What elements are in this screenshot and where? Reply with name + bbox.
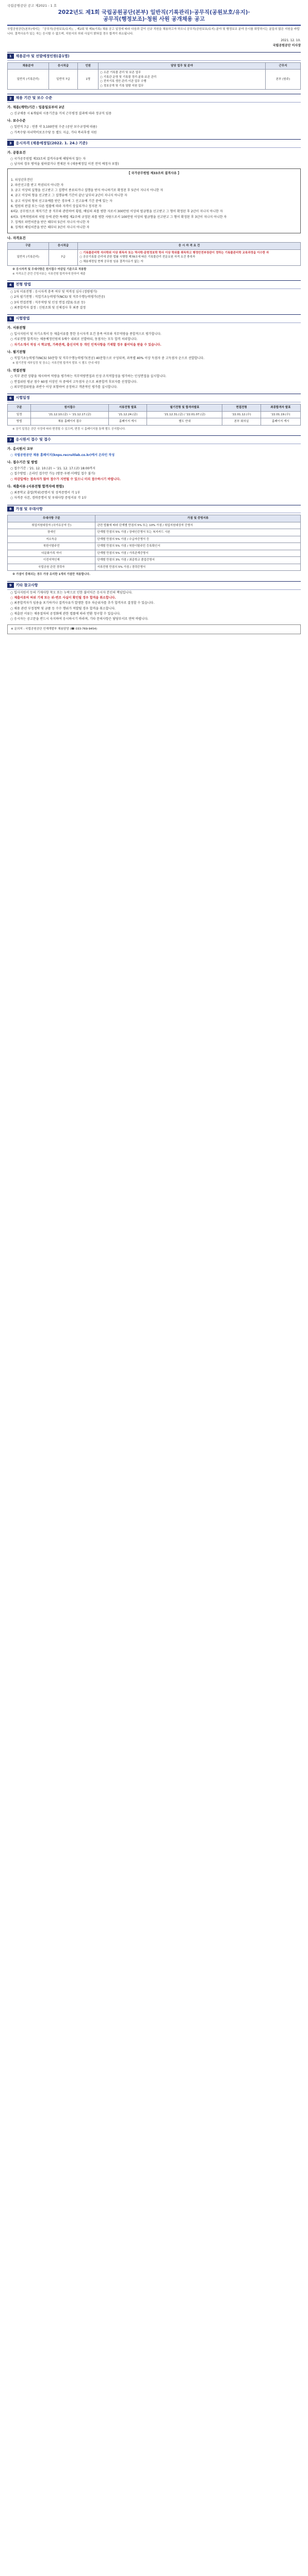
duty-item: ○ 소관 기록물 관리 및 보존 업무	[100, 71, 141, 75]
section-period-pay	[7, 94, 301, 135]
box-line: 3. 금고 이상의 실형을 선고받고 그 집행이 종료되거나 집행을 받지 아니하기로 확정된 후 5년이 지나지 아니한 자	[11, 189, 164, 193]
col-header: 원서접수	[31, 404, 109, 412]
paragraph: ○ 접수기간 : '21. 12. 10.(금) ~ '21. 12. 17.(금) 18:00까지	[10, 467, 95, 471]
paragraph: ○ 가족수당·자녀학비보조수당 등 별도 지급, 기타 복리후생 지원	[10, 130, 97, 134]
subheading: 다. 면접전형	[7, 368, 26, 372]
paragraph: ○ 제출된 서류는 채용절차의 공정화에 관한 법률에 따라 반환 청구할 수 있습니다.	[10, 612, 121, 616]
paragraph: ○ 일반직 7급 : 연봉 약 3,100만원 수준 (공단 보수규정에 따름)	[10, 125, 97, 129]
notice-date: 2021. 12. 10.	[281, 39, 301, 42]
section-number: 3	[7, 141, 14, 146]
section-number: 8	[7, 506, 14, 512]
paragraph: ○ 면접위원 평균 점수 60점 이상인 자 중에서 고득점자 순으로 최종합격 후보자를 선정합니다.	[10, 380, 138, 384]
col-header: 구분	[8, 243, 49, 250]
col-header: 우대사항 구분	[8, 515, 95, 522]
section-selection-method	[7, 280, 301, 310]
section-number: 2	[7, 96, 14, 101]
contact-box	[7, 624, 301, 634]
table-row	[8, 411, 301, 418]
paragraph: ○ 국립공원공단 채용 홈페이지(knps.recruitlab.co.kr)에서 온라인 작성	[10, 453, 115, 457]
section-number: 4	[7, 282, 14, 287]
table-cell: '21.12.24.(금)	[109, 411, 147, 418]
table-cell: 단계별 만점의 5% 가점 / 수급자증명서 등	[95, 536, 301, 543]
table-row	[8, 418, 301, 426]
paragraph: ○ 채용 관련 부정청탁 및 금품 등 수수 행위가 적발될 경우 합격을 취소합니다.	[10, 606, 116, 611]
duty-item: ○ 전자기록 생산·관리·이관 업무 수행	[100, 80, 147, 83]
col-header: 면접전형	[222, 404, 261, 412]
table-row	[8, 550, 301, 557]
table-cell: 별도 안내	[147, 418, 222, 426]
paragraph: ○ 최종합격자 결정 : 신원조회 및 신체검사 후 최종 결정	[10, 306, 86, 310]
col-header: 응시직급	[48, 243, 78, 250]
subheading: 나. 자격요건	[7, 235, 26, 240]
box-line: 6. 법원의 판결 또는 다른 법률에 따라 자격이 상실되거나 정지된 자	[11, 205, 102, 209]
contact-info: ※ 문의처 : 국립공원공단 인재개발부 채용담당 (☎ 033-769-9454)	[11, 628, 98, 631]
table-row	[8, 557, 301, 564]
section-title: 가점 및 우대사항	[15, 506, 43, 511]
cell-count: 1명	[78, 70, 99, 90]
col-header: 응시직급	[48, 62, 78, 70]
cell-place: 본부 (원주)	[265, 70, 300, 90]
table-row	[8, 522, 301, 529]
table-row	[8, 529, 301, 536]
paragraph: ○ 3차 면접전형 : 직무역량 및 인성 면접 (발표·토론 등)	[10, 300, 85, 304]
table-row	[8, 543, 301, 550]
table-cell: '22.01.19.(수)	[261, 411, 300, 418]
paragraph: ○ 접수방법 : 온라인 접수만 가능 (방문·우편·이메일 접수 불가)	[10, 472, 95, 476]
note: ※ 상기 일정은 공단 사정에 따라 변경될 수 있으며, 변경 시 홈페이지를 통해 별도 공지합니다.	[12, 427, 126, 431]
disqualification-box	[7, 168, 301, 233]
table-cell: 단계별 만점의 5% 가점 / 장애인증명서 또는 복지카드 사본	[95, 529, 301, 536]
preference-table	[7, 515, 301, 571]
section-preferences	[7, 505, 301, 577]
box-line: 6의3. 성폭력범죄의 처벌 등에 관한 특례법 제2조에 규정된 죄를 범한 사람으로서 100만원 이상의 벌금형을 선고받고 그 형이 확정된 후 3년이 지나지 아니한 자	[11, 215, 227, 219]
section-header	[7, 435, 301, 444]
schedule-table	[7, 404, 301, 426]
paragraph: ○ 신규채용 시 6개월의 시용기간을 거쳐 근무평정 결과에 따라 정규직 임용	[10, 112, 112, 116]
requirement-item: ○ 공공기록물 관리에 관한 법률 시행령 제78조에 따른 기록물관리 전문요원 자격 요건 충족자	[79, 256, 196, 259]
paragraph: ○ 2차 필기전형 : 직업기초능력평가(NCS) 및 직무수행능력평가(전공)	[10, 295, 105, 299]
section-header	[7, 394, 301, 402]
box-line: 6의2. 공무원으로 재직기간 중 직무와 관련하여 횡령, 배임의 죄를 범한 자로서 300만원 이상의 벌금형을 선고받고 그 형이 확정된 후 2년이 지나지 아니한 자	[11, 210, 223, 214]
section-application	[7, 435, 301, 500]
box-line: 7. 징계로 파면처분을 받은 때부터 5년이 지나지 아니한 자	[11, 220, 90, 224]
col-header: 가점 및 증빙서류	[95, 515, 301, 522]
cell-requirements	[78, 249, 301, 265]
table-cell: '21.12.31.(금) / '22.01.07.(금)	[147, 411, 222, 418]
paragraph: ○ 입사지원서 등의 기재사항 착오 또는 누락으로 인한 불이익은 응시자 본인의 책임입니다.	[10, 590, 133, 595]
section-title: 응시원서 접수 및 접수	[15, 437, 51, 442]
section-header	[7, 94, 301, 103]
paragraph: ○ 마감일에는 접속자가 많아 접수가 지연될 수 있으니 미리 접수하시기 바랍니다.	[10, 477, 121, 481]
title-line-2: 공무직(행정보조)·청원 사원 공개채용 공고	[103, 16, 205, 23]
paragraph: ○ 응시자는 공고문을 반드시 숙지하여 응시하시기 바라며, 기타 문의사항은 담당부서로 연락 바랍니다.	[10, 617, 149, 621]
section-number: 5	[7, 316, 14, 321]
table-cell: 단계별 만점의 5% 가점 / 가족관계증명서	[95, 550, 301, 557]
requirement-item: ○ 기록물관리학 석사학위 이상 취득자 또는 역사학·문헌정보학 학사 이상 학위를 취득하고 행정안전부장관이 정하는 기록물관리학 교육과정을 이수한 자	[79, 251, 269, 255]
subheading: 가. 공통요건	[7, 150, 26, 155]
duty-item: ○ 정보공개 및 기록 열람 지원 업무	[100, 84, 144, 88]
section-title: 전형 방법	[15, 282, 31, 287]
paragraph: ○ 국가공무원법 제33조의 결격사유에 해당하지 않는 자	[10, 157, 86, 161]
lead-paragraph: 국립공원공단(본부)에서는 「공무직(공원보호/유지)」, 제2회 및 제3(기록) 채용 공고 일정에 따라 다음과 같이 신규 직원을 채용하고자 하오니 공무직(공원보호/유지) 분야 및 행정보조 분야 응시를 희망하시는 분들의 많은 지원을 바랍니다. 결격사유가 있는 자는 응시할 수 없으며, 지원서의 허위 사실이 밝혀질 경우 합격이 취소됩니다.	[7, 28, 300, 36]
paragraph: ○ 최종합격자가 임용을 포기하거나 결격사유가 발생한 경우 차순위자를 추가 합격자로 결정할 수 있습니다.	[10, 601, 155, 605]
box-line: 5. 금고 이상의 형의 선고유예를 받은 경우에 그 선고유예 기간 중에 있는 자	[11, 199, 112, 203]
requirements-table	[7, 242, 301, 265]
table-cell: 다문화가족 자녀	[8, 550, 95, 557]
section-title: 채용 기간 및 보수 수준	[15, 96, 53, 100]
section-title: 기타 참고사항	[15, 583, 38, 587]
subheading: 나. 필기전형	[7, 349, 26, 354]
table-cell: '22.01.12.(수)	[222, 411, 261, 418]
notice-title	[7, 9, 301, 23]
table-cell: '21.12.10.(금) ~ '21.12.17.(금)	[31, 411, 109, 418]
section-title: 채용분야 및 선발예정인원(총1명)	[15, 54, 70, 58]
section-title: 응시자격 (채용예정일(2022. 1. 24.) 기준)	[15, 141, 88, 145]
note: ※ 자격요건 관련 증빙서류는 서류전형 합격자에 한하여 제출	[12, 272, 86, 276]
section-number: 6	[7, 396, 14, 401]
issuing-organization: 국립공원공단 이사장	[272, 43, 301, 47]
notice-page	[0, 0, 308, 645]
paragraph: ○ 직업기초능력평가(NCS) 50문항 및 직무수행능력평가(전공) 40문항으로 구성되며, 과목별 40% 이상 득점자 중 고득점자 순으로 선발합니다.	[10, 356, 205, 360]
duty-item: ○ 기록관 운영 및 기록물 정리·분류·보존 관리	[100, 75, 157, 79]
paragraph: ○ 자격증 사본, 경력증명서 및 우대사항 증빙서류 각 1부	[10, 496, 87, 500]
title-divider	[7, 25, 301, 26]
table-cell: 저소득층	[8, 536, 95, 543]
paragraph: ○ 자기소개서 작성 시 학교명, 가족관계, 출신지역 등 개인 인적사항을 기재할 경우 불이익을 받을 수 있습니다.	[10, 343, 161, 347]
col-header: 담당 업무 및 분야	[99, 62, 266, 70]
table-cell: 홈페이지 게시	[109, 418, 147, 426]
subheading: 다. 제출서류 (서류전형 합격자에 한함)	[7, 484, 64, 488]
section-header	[7, 314, 301, 323]
title-line-1: 2022년도 제1회 국립공원공단(본부) 일반직(기록관리)·공무직(공원보호/유지)·	[58, 9, 250, 16]
notice-number: 국립공원공단 공고 제2021 - 1 호	[7, 4, 57, 8]
col-header: 서류전형 발표	[109, 404, 147, 412]
table-cell: 본부 회의실	[222, 418, 261, 426]
cell-duties	[99, 70, 266, 90]
col-header: 채용분야	[8, 62, 49, 70]
col-header: 인원	[78, 62, 99, 70]
section-exam-method	[7, 314, 301, 389]
requirement-item: ○ 채용예정일 현재 공무원 임용 결격사유가 없는 자	[79, 260, 143, 263]
table-cell: 국립공원 관련 경력자	[8, 564, 95, 571]
cell-grade: 7급	[48, 249, 78, 265]
box-line: 1. 피성년후견인	[11, 178, 33, 182]
box-line: 8. 징계로 해임처분을 받은 때부터 3년이 지나지 아니한 자	[11, 226, 90, 230]
box-line: 2. 파산선고를 받고 복권되지 아니한 자	[11, 183, 64, 187]
paragraph: ○ 직무 관련 상황을 제시하여 역량을 평가하는 직무역량면접과 인성·조직적합성을 평가하는 인성면접을 실시합니다.	[10, 375, 167, 379]
section-eligibility	[7, 139, 301, 276]
recruitment-table	[7, 62, 301, 90]
col-header: 최종합격자 발표	[261, 404, 300, 412]
col-header: 필기전형 및 합격자발표	[147, 404, 222, 412]
subheading: 나. 보수수준	[7, 118, 26, 123]
subheading: 가. 채용(계약)기간 : 임용일로부터 2년	[7, 105, 64, 110]
section-number: 7	[7, 437, 14, 443]
section-header	[7, 52, 301, 61]
table-cell: 장애인	[8, 529, 95, 536]
note: ※ 응시자격 및 우대사항은 원서접수 마감일 기준으로 적용함	[12, 267, 87, 271]
note: ※ 가점이 중복되는 경우 가장 유리한 1개의 가점만 적용합니다.	[12, 573, 91, 577]
table-row	[8, 564, 301, 571]
table-cell: 단계별 만점의 5% 가점 / 북한이탈주민 등록확인서	[95, 543, 301, 550]
table-cell: 채용 홈페이지 접수	[31, 418, 109, 426]
table-cell: 서류전형 만점의 5% 가점 / 경력증명서	[95, 564, 301, 571]
table-cell: 단계별 만점의 3% 가점 / 최종학교 졸업증명서	[95, 557, 301, 564]
paragraph: ○ 서류전형 합격자는 채용예정인원의 5배수 내외로 선발하되, 동점자는 모두 합격 처리합니다.	[10, 337, 138, 342]
col-header: 근무지	[265, 62, 300, 70]
section-header	[7, 505, 301, 514]
paragraph: ○ 최종학교 졸업(학위)증명서 및 성적증명서 각 1부	[10, 490, 80, 495]
section-recruitment-field	[7, 52, 301, 90]
section-other-notes	[7, 581, 301, 634]
table-cell: 홈페이지 게시	[261, 418, 300, 426]
section-number: 1	[7, 54, 14, 59]
table-cell: 취업지원대상자 (국가유공자 등)	[8, 522, 95, 529]
cell-field: 일반직 (기록관리)	[8, 70, 49, 90]
table-cell: 관련 법률에 따라 단계별 만점의 5% 또는 10% 가점 / 취업지원대상자 증명서	[95, 522, 301, 529]
box-line: 4. 금고 이상의 형을 선고받고 그 집행유예 기간이 끝난 날부터 2년이 지나지 아니한 자	[11, 194, 127, 198]
table-cell: 이전지역인재	[8, 557, 95, 564]
section-title: 시험일정	[15, 396, 30, 400]
subheading: 나. 접수기간 및 방법	[7, 460, 38, 465]
table-cell: 방법	[8, 418, 31, 426]
paragraph: ○ 입사지원서 및 자기소개서 등 제출서류를 통한 응시자격 요건 충족 여부와 직무역량을 종합적으로 평가합니다.	[10, 332, 161, 336]
table-cell: 일정	[8, 411, 31, 418]
table-row	[8, 536, 301, 543]
cell-grade: 일반직 7급	[48, 70, 78, 90]
cell-field: 일반직 (기록관리)	[8, 249, 49, 265]
table-row	[8, 70, 301, 90]
table-row	[8, 249, 301, 265]
table-cell: 북한이탈주민	[8, 543, 95, 550]
section-header	[7, 581, 301, 590]
paragraph: ○ 제출서류의 허위 기재 또는 위·변조 사실이 확인될 경우 합격을 취소합니다.	[10, 596, 116, 600]
paragraph: ○ 남자의 경우 병역을 필하였거나 면제된 자 (채용예정일 이전 전역 예정자 포함)	[10, 162, 119, 166]
subheading: 가. 서류전형	[7, 326, 26, 330]
note: ※ 필기전형 세부일정 및 장소는 서류전형 합격자 발표 시 별도 안내 예정	[12, 362, 100, 365]
section-header	[7, 280, 301, 289]
section-number: 9	[7, 583, 14, 588]
col-header: 구분	[8, 404, 31, 412]
section-schedule	[7, 394, 301, 431]
paragraph: ○ 외부면접위원을 과반수 이상 포함하여 공정하고 객관적인 평가를 실시합니다.	[10, 385, 118, 389]
col-header: 응 시 자 격 요 건	[78, 243, 301, 250]
section-header	[7, 139, 301, 148]
box-title: 【 국가공무원법 제33조의 결격사유 】	[127, 172, 181, 176]
paragraph: ○ 1차 서류전형 : 응시자격 충족 여부 및 적격성 심사 (정량평가)	[10, 290, 98, 294]
subheading: 가. 응시원서 교부	[7, 446, 34, 451]
section-title: 시험방법	[15, 316, 30, 321]
